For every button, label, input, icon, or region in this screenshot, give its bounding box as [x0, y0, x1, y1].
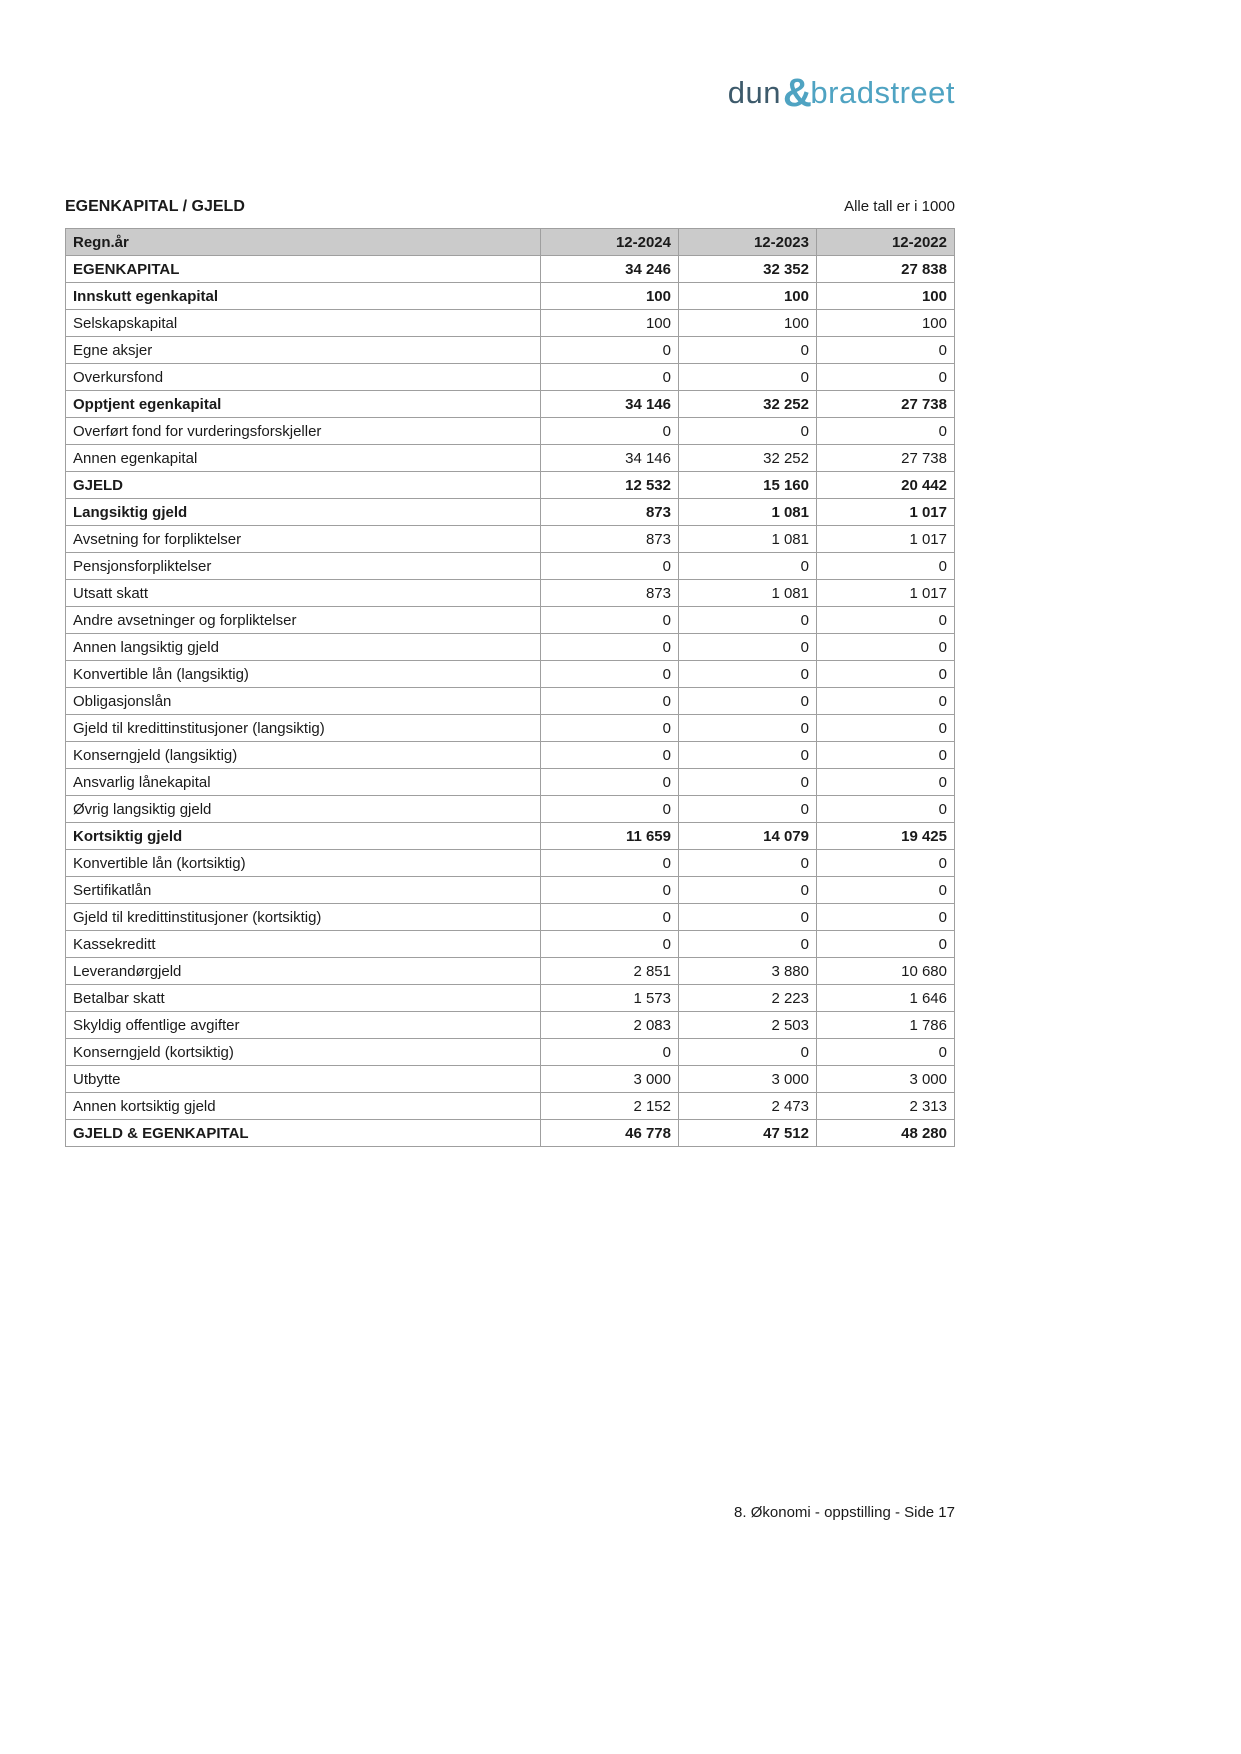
row-value: 11 659 — [541, 823, 679, 850]
row-value: 1 786 — [817, 1012, 955, 1039]
row-value: 0 — [817, 877, 955, 904]
table-row — [66, 1093, 955, 1120]
table-row — [66, 742, 955, 769]
row-value: 0 — [541, 1039, 679, 1066]
row-label: Gjeld til kredittinstitusjoner (kortsiktig) — [66, 904, 541, 931]
table-row — [66, 580, 955, 607]
row-value: 2 851 — [541, 958, 679, 985]
row-value: 15 160 — [679, 472, 817, 499]
logo-text-bradstreet: bradstreet — [810, 75, 955, 110]
row-value: 0 — [817, 337, 955, 364]
row-value: 3 000 — [541, 1066, 679, 1093]
row-value: 0 — [817, 418, 955, 445]
row-value: 19 425 — [817, 823, 955, 850]
page-title: EGENKAPITAL / GJELD — [65, 198, 245, 215]
row-label: Andre avsetninger og forpliktelser — [66, 607, 541, 634]
row-value: 0 — [541, 337, 679, 364]
row-value: 1 081 — [679, 580, 817, 607]
row-label: Annen kortsiktig gjeld — [66, 1093, 541, 1120]
table-row — [66, 688, 955, 715]
row-value: 0 — [817, 553, 955, 580]
row-value: 1 017 — [817, 499, 955, 526]
row-value: 2 152 — [541, 1093, 679, 1120]
row-value: 3 000 — [817, 1066, 955, 1093]
row-label: Skyldig offentlige avgifter — [66, 1012, 541, 1039]
row-value: 14 079 — [679, 823, 817, 850]
row-label: Obligasjonslån — [66, 688, 541, 715]
table-row — [66, 526, 955, 553]
row-value: 10 680 — [817, 958, 955, 985]
row-value: 1 573 — [541, 985, 679, 1012]
row-value: 0 — [541, 904, 679, 931]
row-value: 0 — [679, 688, 817, 715]
table-row — [66, 958, 955, 985]
table-row — [66, 904, 955, 931]
table-row — [66, 607, 955, 634]
row-value: 1 017 — [817, 580, 955, 607]
row-label: Innskutt egenkapital — [66, 283, 541, 310]
table-row — [66, 985, 955, 1012]
row-value: 0 — [541, 553, 679, 580]
row-value: 12 532 — [541, 472, 679, 499]
table-row — [66, 769, 955, 796]
row-value: 0 — [679, 1039, 817, 1066]
row-label: Sertifikatlån — [66, 877, 541, 904]
table-row — [66, 445, 955, 472]
row-value: 0 — [541, 607, 679, 634]
row-label: Annen langsiktig gjeld — [66, 634, 541, 661]
row-label: Ansvarlig lånekapital — [66, 769, 541, 796]
row-label: Selskapskapital — [66, 310, 541, 337]
row-value: 32 252 — [679, 391, 817, 418]
row-value: 0 — [679, 742, 817, 769]
row-value: 34 246 — [541, 256, 679, 283]
row-value: 873 — [541, 526, 679, 553]
dun-bradstreet-logo — [727, 70, 955, 115]
row-value: 100 — [679, 310, 817, 337]
row-value: 0 — [679, 661, 817, 688]
row-value: 2 473 — [679, 1093, 817, 1120]
row-label: Annen egenkapital — [66, 445, 541, 472]
row-value: 0 — [679, 418, 817, 445]
row-value: 47 512 — [679, 1120, 817, 1147]
row-value: 0 — [679, 931, 817, 958]
row-value: 0 — [541, 661, 679, 688]
row-label: Overkursfond — [66, 364, 541, 391]
table-row — [66, 364, 955, 391]
row-value: 0 — [541, 364, 679, 391]
row-value: 0 — [541, 850, 679, 877]
row-value: 0 — [817, 607, 955, 634]
table-row — [66, 472, 955, 499]
table-row — [66, 1066, 955, 1093]
table-row — [66, 391, 955, 418]
row-value: 0 — [541, 418, 679, 445]
row-value: 0 — [817, 634, 955, 661]
row-value: 0 — [817, 904, 955, 931]
title-row — [65, 198, 955, 216]
row-value: 0 — [817, 850, 955, 877]
row-value: 0 — [541, 742, 679, 769]
header-col-year: 12-2023 — [679, 229, 817, 256]
table-row — [66, 877, 955, 904]
row-value: 27 838 — [817, 256, 955, 283]
row-label: Egne aksjer — [66, 337, 541, 364]
row-value: 0 — [541, 931, 679, 958]
table-row — [66, 499, 955, 526]
row-value: 873 — [541, 499, 679, 526]
row-value: 0 — [817, 796, 955, 823]
table-row — [66, 1120, 955, 1147]
table-row — [66, 310, 955, 337]
row-value: 1 017 — [817, 526, 955, 553]
row-value: 100 — [817, 310, 955, 337]
table-row — [66, 796, 955, 823]
balance-table-body — [66, 256, 955, 1147]
table-row — [66, 283, 955, 310]
row-value: 0 — [817, 661, 955, 688]
row-value: 0 — [541, 688, 679, 715]
table-row — [66, 661, 955, 688]
row-label: Langsiktig gjeld — [66, 499, 541, 526]
row-value: 0 — [679, 904, 817, 931]
balance-sheet-table — [65, 228, 955, 1147]
row-value: 0 — [817, 1039, 955, 1066]
row-value: 2 503 — [679, 1012, 817, 1039]
logo-ampersand-icon: & — [783, 71, 813, 115]
row-label: Opptjent egenkapital — [66, 391, 541, 418]
row-value: 0 — [679, 877, 817, 904]
row-value: 1 081 — [679, 526, 817, 553]
row-value: 34 146 — [541, 445, 679, 472]
table-row — [66, 823, 955, 850]
table-row — [66, 634, 955, 661]
table-row — [66, 931, 955, 958]
header-label: Regn.år — [66, 229, 541, 256]
table-header-row — [66, 229, 955, 256]
table-row — [66, 1039, 955, 1066]
row-label: Kassekreditt — [66, 931, 541, 958]
row-value: 0 — [541, 877, 679, 904]
row-label: Konvertible lån (langsiktig) — [66, 661, 541, 688]
row-value: 0 — [541, 769, 679, 796]
row-value: 0 — [817, 715, 955, 742]
row-value: 0 — [541, 796, 679, 823]
row-value: 0 — [541, 634, 679, 661]
row-value: 0 — [679, 364, 817, 391]
row-value: 32 352 — [679, 256, 817, 283]
row-label: Overført fond for vurderingsforskjeller — [66, 418, 541, 445]
row-label: Utsatt skatt — [66, 580, 541, 607]
units-note: Alle tall er i 1000 — [844, 198, 955, 215]
row-value: 0 — [679, 769, 817, 796]
row-value: 0 — [679, 337, 817, 364]
row-label: Konvertible lån (kortsiktig) — [66, 850, 541, 877]
row-value: 0 — [679, 715, 817, 742]
row-label: Konserngjeld (langsiktig) — [66, 742, 541, 769]
row-value: 27 738 — [817, 445, 955, 472]
table-row — [66, 850, 955, 877]
logo-text-dun: dun — [727, 75, 782, 110]
row-value: 34 146 — [541, 391, 679, 418]
row-value: 0 — [817, 931, 955, 958]
table-row — [66, 715, 955, 742]
row-label: Betalbar skatt — [66, 985, 541, 1012]
row-label: Leverandørgjeld — [66, 958, 541, 985]
row-value: 0 — [817, 742, 955, 769]
table-row — [66, 256, 955, 283]
header-col-year: 12-2022 — [817, 229, 955, 256]
row-label: Øvrig langsiktig gjeld — [66, 796, 541, 823]
row-value: 0 — [817, 364, 955, 391]
header-col-year: 12-2024 — [541, 229, 679, 256]
row-value: 32 252 — [679, 445, 817, 472]
table-row — [66, 1012, 955, 1039]
row-label: EGENKAPITAL — [66, 256, 541, 283]
row-value: 2 223 — [679, 985, 817, 1012]
table-row — [66, 553, 955, 580]
row-label: Pensjonsforpliktelser — [66, 553, 541, 580]
row-value: 46 778 — [541, 1120, 679, 1147]
row-value: 48 280 — [817, 1120, 955, 1147]
row-value: 27 738 — [817, 391, 955, 418]
row-value: 1 646 — [817, 985, 955, 1012]
row-value: 2 083 — [541, 1012, 679, 1039]
row-label: Utbytte — [66, 1066, 541, 1093]
row-label: GJELD & EGENKAPITAL — [66, 1120, 541, 1147]
page-footer: 8. Økonomi - oppstilling - Side 17 — [734, 1504, 955, 1521]
row-value: 0 — [679, 634, 817, 661]
row-value: 0 — [679, 607, 817, 634]
row-value: 873 — [541, 580, 679, 607]
row-value: 0 — [679, 850, 817, 877]
table-row — [66, 418, 955, 445]
row-value: 3 000 — [679, 1066, 817, 1093]
row-value: 100 — [541, 310, 679, 337]
row-label: Avsetning for forpliktelser — [66, 526, 541, 553]
row-label: Kortsiktig gjeld — [66, 823, 541, 850]
row-value: 100 — [817, 283, 955, 310]
row-value: 20 442 — [817, 472, 955, 499]
row-value: 0 — [817, 688, 955, 715]
table-row — [66, 337, 955, 364]
row-value: 100 — [541, 283, 679, 310]
row-value: 1 081 — [679, 499, 817, 526]
row-value: 100 — [679, 283, 817, 310]
row-label: Gjeld til kredittinstitusjoner (langsiktig) — [66, 715, 541, 742]
row-value: 0 — [817, 769, 955, 796]
row-value: 0 — [679, 796, 817, 823]
row-value: 0 — [679, 553, 817, 580]
row-label: GJELD — [66, 472, 541, 499]
row-label: Konserngjeld (kortsiktig) — [66, 1039, 541, 1066]
row-value: 2 313 — [817, 1093, 955, 1120]
row-value: 0 — [541, 715, 679, 742]
row-value: 3 880 — [679, 958, 817, 985]
